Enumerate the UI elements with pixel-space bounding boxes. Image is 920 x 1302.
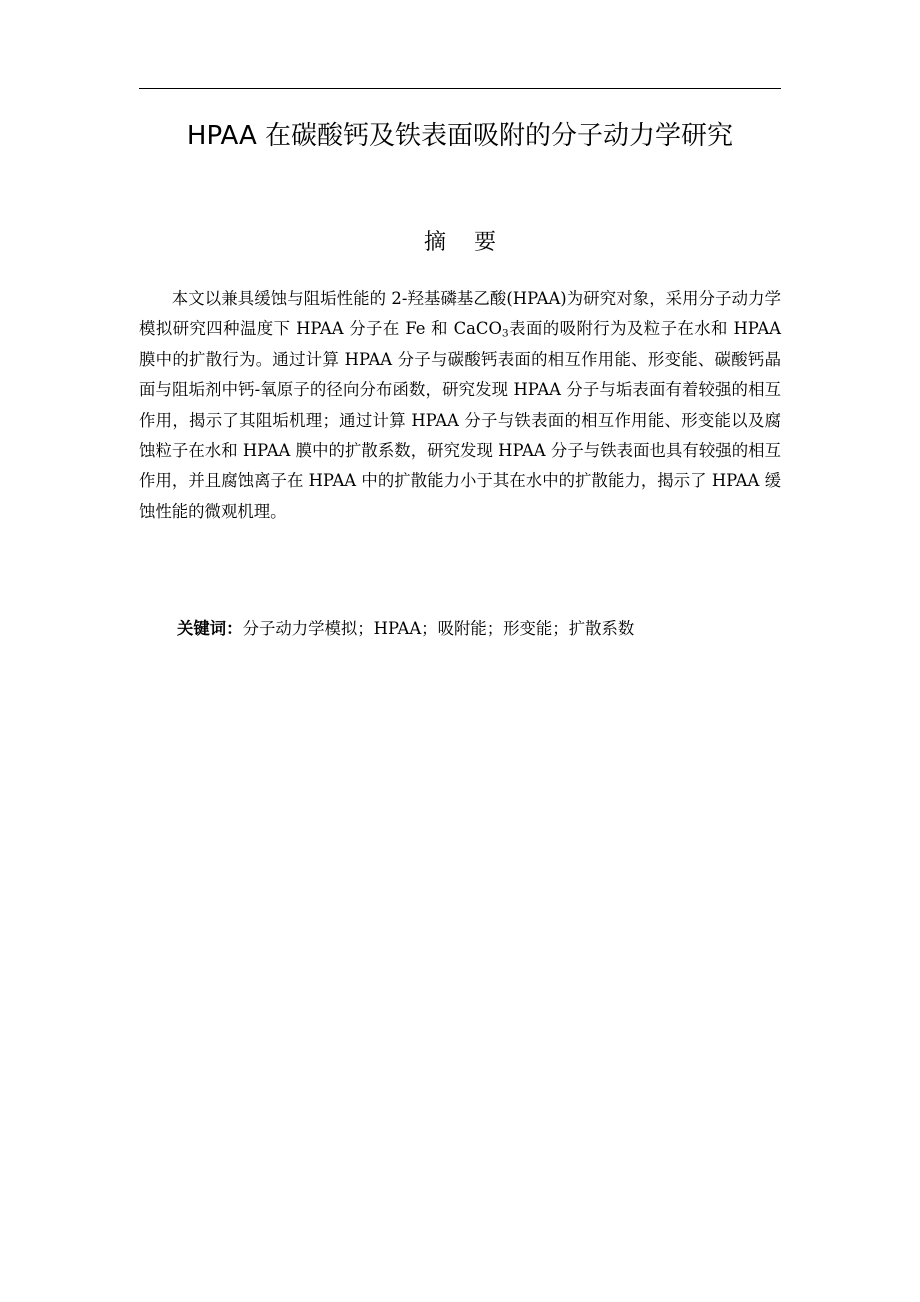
abstract-text-part2: 表面的吸附行为及粒子在水和 HPAA 膜中的扩散行为。通过计算 HPAA 分子与碳酸钙表面的相互作用能、形变能、碳酸钙晶面与阻垢剂中钙-氧原子的径向分布函数，研究发现 HPAA 分子与垢表面有着较强的相互作用，揭示了其阻垢机理；通过计算 HPAA 分子与铁表面的相互作用能、形变能以及腐蚀粒子在水和 HPAA 膜中的扩散系数，研究发现 HPAA 分子与铁表面也具有较强的相互作用，并且腐蚀离子在 HPAA 中的扩散能力小于其在水中的扩散能力，揭示了 HPAA 缓蚀性能的微观机理。 (139, 319, 782, 521)
abstract-subscript: 3 (501, 327, 509, 341)
keywords-text: 分子动力学模拟；HPAA；吸附能；形变能；扩散系数 (242, 619, 635, 638)
paper-title: HPAA 在碳酸钙及铁表面吸附的分子动力学研究 (186, 121, 734, 151)
header-rule (139, 88, 781, 89)
abstract-body (139, 284, 781, 527)
keywords-line (177, 614, 781, 644)
abstract-text-part1: 本文以兼具缓蚀与阻垢性能的 2-羟基磷基乙酸(HPAA)为研究对象，采用分子动力学模拟研究四种温度下 HPAA 分子在 Fe 和 CaCO (139, 289, 781, 339)
keywords-label: 关键词： (177, 619, 243, 638)
abstract-heading: 摘要 (423, 230, 524, 255)
